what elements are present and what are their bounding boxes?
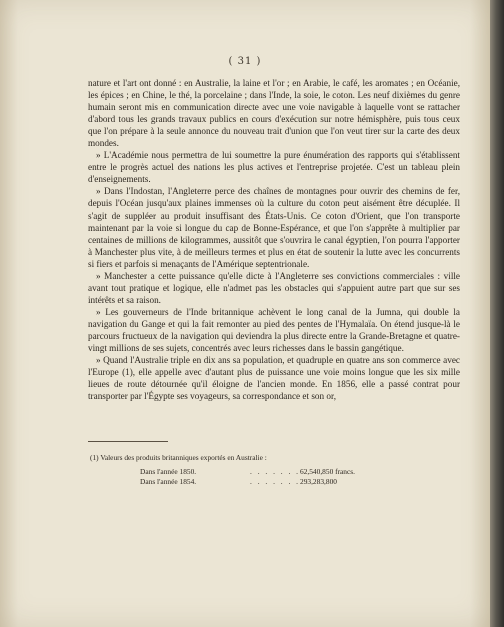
paragraph: » Dans l'Indostan, l'Angleterre perce des chaînes de montagnes pour ouvrir des chemins de fer, depuis l'Océan jusqu'aux plaines immenses où la culture du coton peut aisément être décuplée. Il s'agit de suppléer au produit insuffisant des États-Unis. Ce coton d'Orient, que l'on transporte maintenant par la voie si longue du cap de Bonne-Espérance, et que l'on s'apprête à multiplier par centaines de millions de kilogrammes, aussitôt que s'ouvrira le canal égyptien, l'on pourra l'apporter à Manchester plus vite, à de meilleurs termes et plus en état de soutenir la lutte avec les concurrents si fiers et parfois si menaçants de l'Amérique septentrionale. (88, 186, 460, 269)
footnote (90, 453, 460, 487)
page-number: ( 31 ) (228, 56, 262, 67)
footnote-title: (1) Valeurs des produits britanniques exportés en Australie : (90, 453, 267, 462)
footnote-row-value: 293,283,800 (300, 477, 337, 486)
body-text (88, 77, 460, 402)
paragraph: » Les gouverneurs de l'Inde britannique achèvent le long canal de la Jumna, qui double la navigation du Gange et qui la fait remonter au pied des pentes de l'Hymalaïa. On étend jusque-là le parcours fructueux de la navigation qui deviendra la plus directe entre la Grande-Bretagne et quatre-vingt millions de ses sujets, concentrés avec leurs richesses dans le bassin gangétique. (88, 306, 460, 354)
footnote-row (140, 467, 400, 477)
footnote-divider (88, 441, 168, 442)
paragraph: » L'Académie nous permettra de lui soumettre la pure énumération des rapports qui s'établissent entre le progrès actuel des nations les plus actives et l'entreprise projetée. C'est un tableau plein d'enseignements. (88, 150, 460, 185)
page-edge-shadow (490, 0, 504, 627)
footnote-row-label: Dans l'année 1850. (140, 467, 197, 476)
footnote-row-dots: . . . . . . . (250, 467, 300, 476)
paragraph: » Manchester a cette puissance qu'elle dicte à l'Angleterre ses convictions commerciales : ville avant tout pratique et logique, elle n'admet pas les obstacles qui s'appuient autre part que sur ses intérêts et sa raison. (88, 270, 460, 305)
footnote-row-value: 62,540,850 francs. (300, 467, 356, 476)
footnote-row (140, 477, 400, 487)
paragraph: » Quand l'Australie triple en dix ans sa population, et quadruple en quatre ans son commerce avec l'Europe (1), elle appelle avec d'autant plus de puissance une voie moins longue que les six mille lieues de route détournée qu'il éloigne de l'ancien monde. En 1856, elle a passé contrat pour transporter par l'Égypte ses voyageurs, sa correspondance et son or, (88, 355, 460, 402)
footnote-row-dots: . . . . . . . (250, 477, 300, 486)
paragraph: nature et l'art ont donné : en Australie, la laine et l'or ; en Arabie, le café, les aromates ; en Océanie, les épices ; en Chine, le thé, la porcelaine ; dans l'Inde, la soie, le coton. Les neuf dixièmes du genre humain seront mis en communication directe avec une voie navigable à laquelle vont se rattacher d'abord tous les grands travaux publics en cours d'exécution sur notre hémisphère, puis tous ceux que l'on prépare à la seule annonce du nouveau trait d'union que l'on veut tirer sur la carte des deux mondes. (88, 78, 460, 149)
footnote-row-label: Dans l'année 1854. (140, 477, 197, 486)
